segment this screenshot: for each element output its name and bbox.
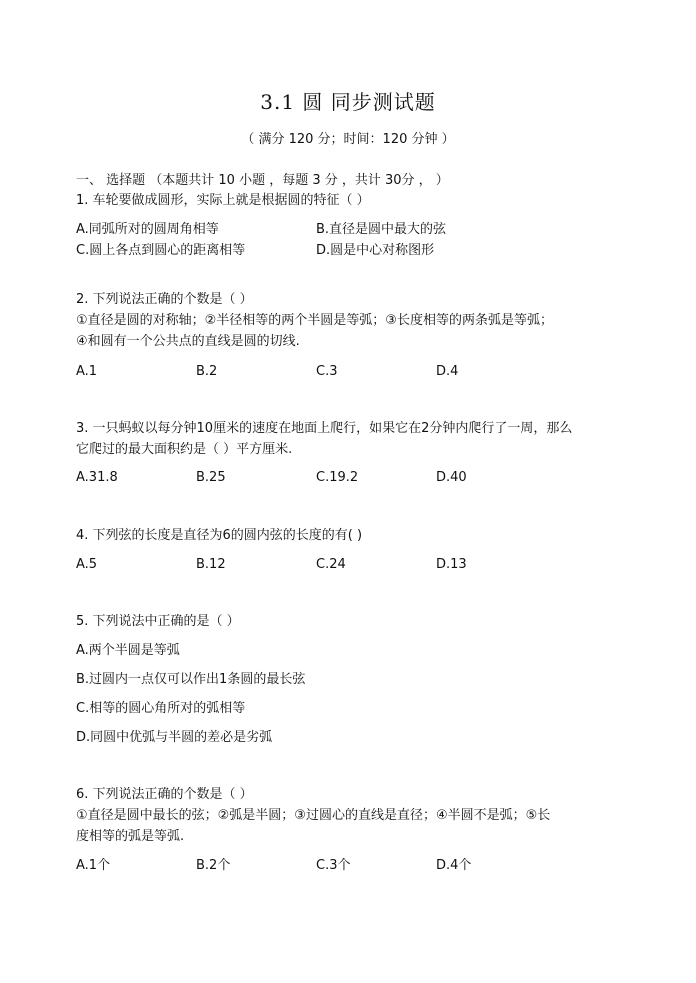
question-4-option-c: C.24 bbox=[316, 557, 346, 572]
question-2-stem-line-2: ①直径是圆的对称轴；②半径相等的两个半圆是等弧；③长度相等的两条弧是等弧； bbox=[76, 313, 553, 328]
question-3-stem-line-2: 它爬过的最大面积约是（ ）平方厘米. bbox=[76, 442, 293, 457]
question-2-stem: 2. 下列说法正确的个数是（ ） bbox=[76, 292, 253, 307]
question-6-stem-line-3: 度相等的弧是等弧. bbox=[76, 829, 185, 844]
question-2-option-d: D.4 bbox=[436, 364, 459, 379]
question-4-option-b: B.12 bbox=[196, 557, 226, 572]
page-title: 3.1 圆 同步测试题 bbox=[260, 90, 436, 114]
question-6-option-a: A.1个 bbox=[76, 858, 111, 873]
question-5-option-c: C.相等的圆心角所对的弧相等 bbox=[76, 701, 246, 716]
question-2-option-c: C.3 bbox=[316, 364, 338, 379]
question-3-option-a: A.31.8 bbox=[76, 470, 118, 485]
question-2-option-b: B.2 bbox=[196, 364, 218, 379]
question-2-stem-line-3: ④和圆有一个公共点的直线是圆的切线. bbox=[76, 334, 300, 349]
question-1-option-a: A.同弧所对的圆周角相等 bbox=[76, 222, 219, 237]
question-1-option-c: C.圆上各点到圆心的距离相等 bbox=[76, 243, 246, 258]
question-5-option-d: D.同圆中优弧与半圆的差必是劣弧 bbox=[76, 730, 273, 745]
question-4-stem: 4. 下列弦的长度是直径为6的圆内弦的长度的有( ) bbox=[76, 528, 363, 543]
question-1-option-b: B.直径是圆中最大的弦 bbox=[316, 222, 447, 237]
question-4-option-a: A.5 bbox=[76, 557, 98, 572]
section-heading: 一、 选择题 （本题共计 10 小题 ，每题 3 分 ，共计 30分 ， ） bbox=[76, 173, 449, 188]
question-6-option-b: B.2个 bbox=[196, 858, 231, 873]
question-4-option-d: D.13 bbox=[436, 557, 467, 572]
question-6-option-c: C.3个 bbox=[316, 858, 351, 873]
question-5-option-a: A.两个半圆是等弧 bbox=[76, 643, 180, 658]
question-6-stem-line-2: ①直径是圆中最长的弦；②弧是半圆；③过圆心的直线是直径；④半圆不是弧；⑤长 bbox=[76, 808, 551, 823]
question-1-option-d: D.圆是中心对称图形 bbox=[316, 243, 435, 258]
question-3-stem: 3. 一只蚂蚁以每分钟10厘米的速度在地面上爬行，如果它在2分钟内爬行了一周，那么 bbox=[76, 421, 573, 436]
question-3-option-d: D.40 bbox=[436, 470, 467, 485]
question-5-option-b: B.过圆内一点仅可以作出1条圆的最长弦 bbox=[76, 672, 306, 687]
question-3-option-c: C.19.2 bbox=[316, 470, 359, 485]
page-subtitle: （ 满分 120 分；时间：120 分钟 ） bbox=[241, 132, 455, 147]
question-5-stem: 5. 下列说法中正确的是（ ） bbox=[76, 614, 240, 629]
question-2-option-a: A.1 bbox=[76, 364, 98, 379]
question-1-stem: 1. 车轮要做成圆形，实际上就是根据圆的特征（ ） bbox=[76, 193, 370, 208]
question-6-option-d: D.4个 bbox=[436, 858, 472, 873]
question-3-option-b: B.25 bbox=[196, 470, 226, 485]
question-6-stem: 6. 下列说法正确的个数是（ ） bbox=[76, 787, 253, 802]
